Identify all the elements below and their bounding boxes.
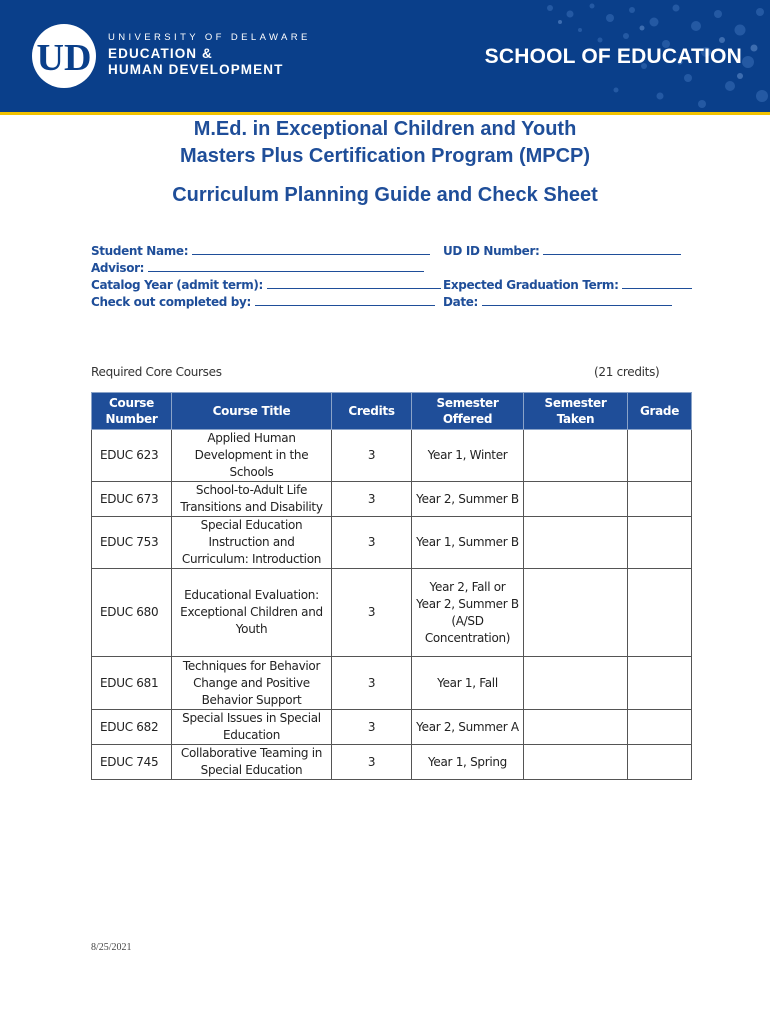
semester-taken-cell[interactable]: [524, 569, 628, 657]
date-blank[interactable]: [482, 293, 672, 306]
table-row: [92, 745, 692, 780]
course-number: EDUC 673: [92, 482, 172, 517]
semester-taken-cell[interactable]: [524, 482, 628, 517]
course-credits: 3: [332, 517, 412, 569]
course-title: School-to-Adult Life Transitions and Disability: [172, 482, 332, 517]
grade-cell[interactable]: [628, 517, 692, 569]
semester-taken-cell[interactable]: [524, 745, 628, 780]
course-number: EDUC 681: [92, 657, 172, 710]
check-out-field[interactable]: [91, 293, 435, 309]
catalog-year-label: Catalog Year (admit term):: [91, 278, 263, 292]
section-label: Required Core Courses: [91, 365, 222, 379]
grade-cell[interactable]: [628, 569, 692, 657]
header-semester-offered: Semester Offered: [412, 393, 524, 430]
catalog-year-field[interactable]: [91, 276, 441, 292]
table-row: [92, 657, 692, 710]
course-title: Applied Human Development in the Schools: [172, 430, 332, 482]
course-number: EDUC 682: [92, 710, 172, 745]
semester-offered: Year 1, Summer B: [412, 517, 524, 569]
college-name-line2: HUMAN DEVELOPMENT: [108, 62, 284, 77]
course-table: [91, 392, 692, 780]
course-number: EDUC 753: [92, 517, 172, 569]
semester-offered: Year 1, Spring: [412, 745, 524, 780]
university-name: UNIVERSITY OF DELAWARE: [108, 32, 311, 43]
advisor-field[interactable]: [91, 259, 424, 275]
header-semester-taken: Semester Taken: [524, 393, 628, 430]
student-name-label: Student Name:: [91, 244, 189, 258]
course-number: EDUC 745: [92, 745, 172, 780]
course-number: EDUC 623: [92, 430, 172, 482]
student-name-field[interactable]: [91, 242, 430, 258]
course-title: Special Issues in Special Education: [172, 710, 332, 745]
header-course-number: Course Number: [92, 393, 172, 430]
grade-cell[interactable]: [628, 745, 692, 780]
graduation-term-blank[interactable]: [622, 276, 692, 289]
ud-id-label: UD ID Number:: [443, 244, 540, 258]
header-credits: Credits: [332, 393, 412, 430]
semester-offered: Year 2, Summer B: [412, 482, 524, 517]
course-credits: 3: [332, 430, 412, 482]
semester-offered: Year 1, Fall: [412, 657, 524, 710]
semester-taken-cell[interactable]: [524, 517, 628, 569]
table-row: [92, 710, 692, 745]
table-row: [92, 430, 692, 482]
check-out-label: Check out completed by:: [91, 295, 251, 309]
semester-taken-cell[interactable]: [524, 430, 628, 482]
course-number: EDUC 680: [92, 569, 172, 657]
ud-logo: [32, 24, 96, 88]
svg-text:UD: UD: [36, 37, 92, 79]
grade-cell[interactable]: [628, 430, 692, 482]
table-row: [92, 517, 692, 569]
semester-offered: Year 1, Winter: [412, 430, 524, 482]
course-title: Techniques for Behavior Change and Positive Behavior Support: [172, 657, 332, 710]
course-credits: 3: [332, 482, 412, 517]
ud-logo-icon: [32, 24, 96, 88]
ud-id-field[interactable]: [443, 242, 681, 258]
graduation-term-label: Expected Graduation Term:: [443, 278, 619, 292]
grade-cell[interactable]: [628, 710, 692, 745]
program-title: M.Ed. in Exceptional Children and Youth: [193, 118, 577, 140]
course-credits: 3: [332, 710, 412, 745]
course-title: Collaborative Teaming in Special Education: [172, 745, 332, 780]
grade-cell[interactable]: [628, 482, 692, 517]
catalog-year-blank[interactable]: [267, 276, 441, 289]
header-course-title: Course Title: [172, 393, 332, 430]
table-row: [92, 482, 692, 517]
course-credits: 3: [332, 745, 412, 780]
header-grade: Grade: [628, 393, 692, 430]
college-name-line1: EDUCATION &: [108, 46, 213, 61]
check-out-blank[interactable]: [255, 293, 435, 306]
school-name: SCHOOL OF EDUCATION: [484, 45, 742, 68]
semester-offered: Year 2, Fall or Year 2, Summer B (A/SD Concentration): [412, 569, 524, 657]
section-credits: (21 credits): [594, 365, 660, 379]
gold-divider: [0, 112, 770, 115]
footer-date: 8/25/2021: [91, 942, 132, 953]
date-label: Date:: [443, 295, 478, 309]
course-credits: 3: [332, 657, 412, 710]
graduation-term-field[interactable]: [443, 276, 692, 292]
program-subtitle: Masters Plus Certification Program (MPCP): [179, 145, 591, 167]
semester-offered: Year 2, Summer A: [412, 710, 524, 745]
advisor-label: Advisor:: [91, 261, 145, 275]
course-title: Educational Evaluation: Exceptional Children and Youth: [172, 569, 332, 657]
student-name-blank[interactable]: [192, 242, 430, 255]
ud-id-blank[interactable]: [543, 242, 681, 255]
semester-taken-cell[interactable]: [524, 657, 628, 710]
advisor-blank[interactable]: [148, 259, 424, 272]
header-banner: [0, 0, 770, 112]
table-row: [92, 569, 692, 657]
grade-cell[interactable]: [628, 657, 692, 710]
course-credits: 3: [332, 569, 412, 657]
date-field[interactable]: [443, 293, 672, 309]
semester-taken-cell[interactable]: [524, 710, 628, 745]
table-header-row: [92, 393, 692, 430]
course-title: Special Education Instruction and Curriculum: Introduction: [172, 517, 332, 569]
guide-title: Curriculum Planning Guide and Check Sheet: [172, 184, 598, 206]
